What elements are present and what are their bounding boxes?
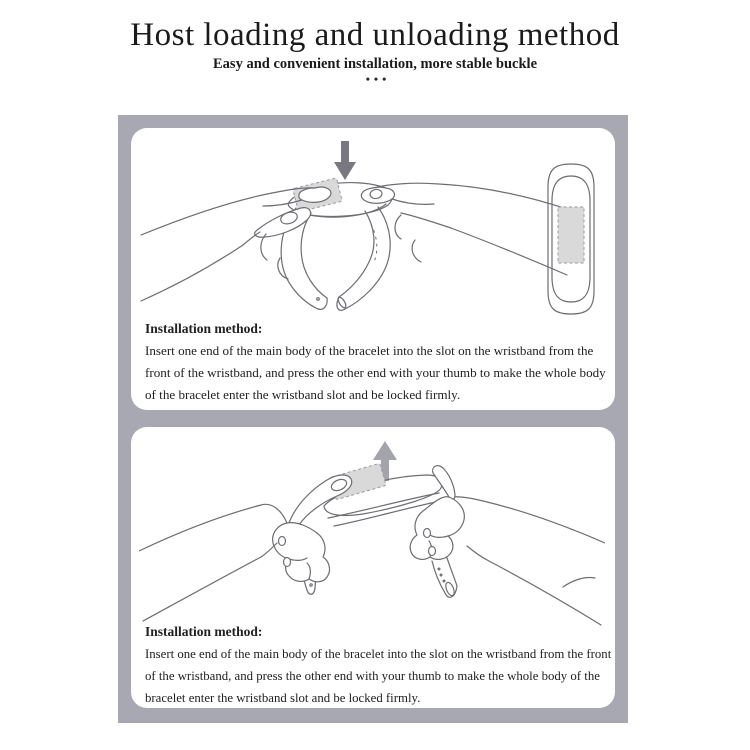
fingernail (279, 537, 286, 546)
remove-heading: Installation method: (145, 624, 263, 639)
fist (273, 523, 330, 582)
wristband-outline (548, 164, 594, 314)
down-arrow-icon (334, 141, 356, 180)
panel-install (131, 128, 615, 410)
install-text-block (145, 318, 607, 406)
fingernail (424, 529, 431, 538)
strap-buckle-hole (337, 296, 348, 309)
instructions-container (118, 115, 628, 723)
thumb (433, 466, 455, 500)
panel-remove (131, 427, 615, 708)
bracelet-screen (558, 207, 584, 263)
fingernail (284, 558, 291, 567)
wristband-front-view-illustration (538, 160, 604, 318)
separator-dots: ••• (365, 72, 391, 86)
remove-body: Insert one end of the main body of the bracelet into the slot on the wristband from the front of the wristband, and press the other end with your thumb to make the whole body of the bracelet enter the wristband slot and be locked firmly. (145, 647, 612, 705)
install-heading: Installation method: (145, 321, 263, 336)
right-hand (361, 183, 567, 275)
page-subtitle: Easy and convenient installation, more stable buckle (213, 56, 537, 72)
left-hand (139, 475, 352, 621)
hands-removing-bracelet-illustration (139, 433, 605, 633)
install-body: Insert one end of the main body of the bracelet into the slot on the wristband from the front of the wristband, and press the other end with your thumb to make the whole body of the bracelet enter the wristband slot and be locked firmly. (145, 343, 606, 402)
fingernail (429, 547, 436, 556)
remove-text-block (145, 621, 623, 709)
strap-pin-dot (310, 584, 312, 586)
page-title: Host loading and unloading method (130, 17, 620, 53)
strap-pin-dot (317, 298, 320, 301)
hands-pressing-bracelet-illustration (139, 138, 569, 338)
